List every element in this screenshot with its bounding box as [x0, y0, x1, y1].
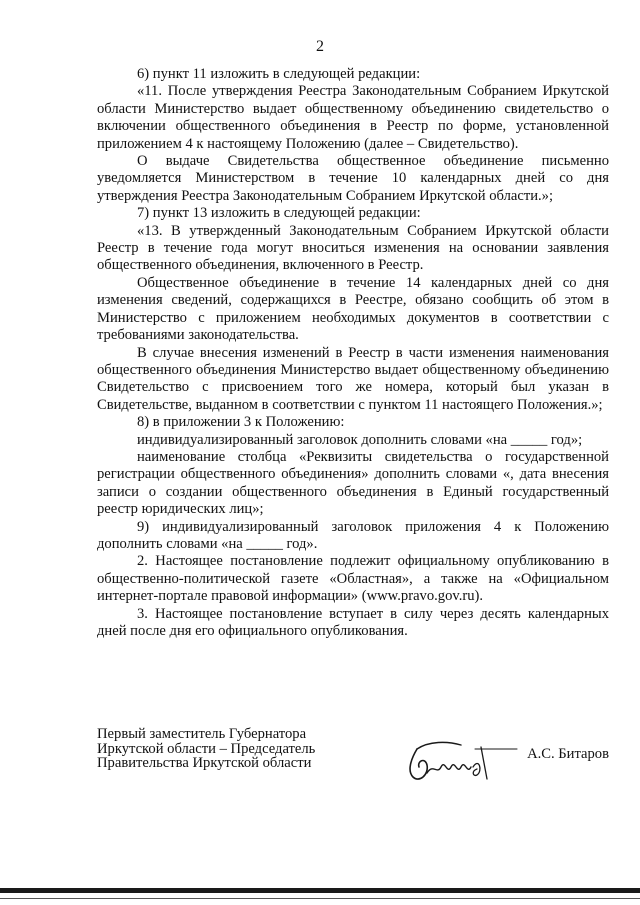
signer-name: А.С. Битаров [527, 746, 609, 762]
paragraph-publication: 2. Настоящее постановление подлежит официальному опубликованию в общественно-политической газете «Областная», а также на «Официальном интернет-портале правовой информации» (www.pravo.gov.ru). [97, 553, 609, 605]
paragraph-item-6-heading: 6) пункт 11 изложить в следующей редакции: [137, 66, 421, 82]
bottom-edge-rule [0, 888, 640, 893]
paragraph-column-addition: наименование столбца «Реквизиты свидетельства о государственной регистрации общественного объединения» дополнить словами «, дата внесения записи о создании общественного объединения в Единый государственный реестр юридических лиц»; [97, 448, 609, 518]
signer-title-line: Первый заместитель Губернатора [97, 726, 307, 742]
paragraph-point-13-text: «13. В утвержденный Законодательным Собранием Иркутской области Реестр в течение года могут вноситься изменения на основании заявления общественного объединения, включенного в Реестр. [97, 222, 609, 274]
document-body [97, 66, 609, 640]
paragraph-point-11-text: «11. После утверждения Реестра Законодательным Собранием Иркутской области Министерство выдает общественному объединению свидетельство о включении общественного объединения в Реестр по форме, установленной приложением 4 к настоящему Положению (далее – Свидетельство). [97, 83, 609, 152]
paragraph-name-change: В случае внесения изменений в Реестр в части изменения наименования общественного объединения Министерство выдает общественному объединению Свидетельство с присвоением того же номера, который был указан в Свидетельстве, выданном в соответствии с пунктом 11 настоящего Положения.»; [97, 344, 609, 413]
paragraph-entry-into-force: 3. Настоящее постановление вступает в силу через десять календарных дней после дня его официального опубликования. [97, 605, 609, 639]
paragraph-certificate-notice: О выдаче Свидетельства общественное объединение письменно уведомляется Министерством в течение 10 календарных дней со дня утверждения Реестра Законодательным Собранием Иркутской области.»; [97, 153, 609, 204]
paragraph-14-days-notice: Общественное объединение в течение 14 календарных дней со дня изменения сведений, содержащихся в Реестре, обязано сообщить об этом в Министерство с приложением необходимых документов в соответствии с требованиями законодательства. [97, 274, 609, 344]
bottom-edge-line [0, 898, 640, 899]
page-number: 2 [316, 38, 324, 55]
paragraph-item-9: 9) индивидуализированный заголовок приложения 4 к Положению дополнить словами «на _____ год». [97, 518, 609, 552]
paragraph-header-addition: индивидуализированный заголовок дополнить словами «на _____ год»; [137, 431, 583, 448]
paragraph-item-8-heading: 8) в приложении 3 к Положению: [137, 414, 345, 431]
signer-title-line: Правительства Иркутской области [97, 755, 312, 771]
signer-title-line: Иркутской области – Председатель [97, 740, 316, 757]
paragraph-item-7-heading: 7) пункт 13 изложить в следующей редакции: [137, 205, 421, 222]
signature-block [97, 727, 609, 787]
signer-title [97, 727, 357, 771]
handwritten-signature [403, 737, 519, 785]
